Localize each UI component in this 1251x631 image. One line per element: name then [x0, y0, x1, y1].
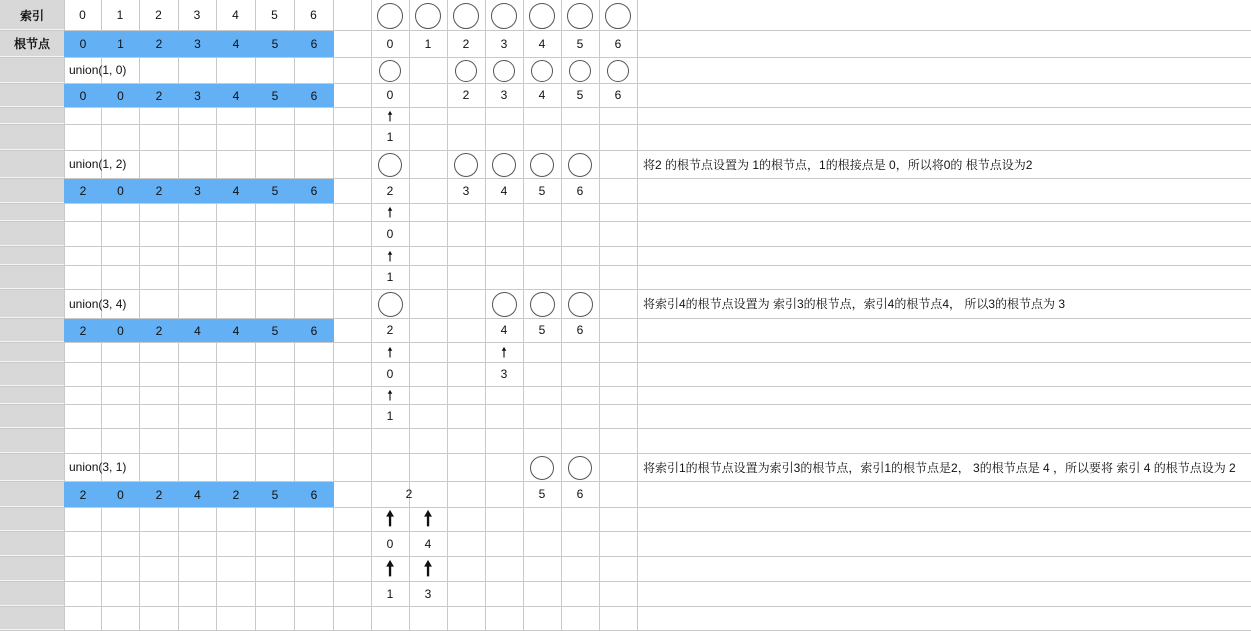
node-label: 0: [386, 226, 394, 241]
row-header[interactable]: [0, 453, 64, 481]
row-header[interactable]: [0, 107, 64, 124]
node-circle-icon: [454, 153, 478, 177]
row-header[interactable]: [0, 265, 64, 289]
root-cell[interactable]: 0: [64, 31, 102, 57]
node-circle-icon: [530, 153, 554, 177]
node-label: 5: [576, 36, 584, 51]
node-label: 3: [462, 183, 470, 198]
node-label: 0: [386, 536, 394, 551]
node-label: 2: [405, 487, 413, 501]
root-cell[interactable]: 0: [101, 482, 140, 507]
node-label: 4: [538, 36, 546, 51]
node-circle-icon: [529, 3, 555, 29]
header-label-root: 根节点: [13, 37, 50, 51]
root-cell[interactable]: 6: [294, 84, 334, 107]
row-header[interactable]: [0, 203, 64, 221]
row-header[interactable]: [0, 386, 64, 404]
node-label: 0: [386, 36, 394, 51]
root-cell[interactable]: 6: [294, 319, 334, 342]
node-label: 1: [424, 36, 432, 51]
arrow-up-icon: 🠕: [385, 557, 395, 580]
node-circle-icon: [567, 3, 593, 29]
row-header[interactable]: [0, 606, 64, 630]
root-cell[interactable]: 4: [216, 319, 256, 342]
root-cell[interactable]: 5: [255, 31, 295, 57]
node-label: 2: [386, 323, 394, 337]
node-label: 2: [386, 183, 394, 198]
index-cell[interactable]: 4: [232, 8, 239, 22]
arrow-up-icon: 🠕: [386, 344, 393, 360]
node-label: 4: [500, 183, 508, 198]
root-cell[interactable]: 0: [101, 84, 140, 107]
node-label: 6: [614, 88, 622, 102]
node-label: 1: [386, 130, 394, 144]
index-cell[interactable]: 6: [310, 8, 317, 22]
node-circle-icon: [530, 456, 554, 480]
node-circle-icon: [568, 292, 593, 317]
index-cell[interactable]: 0: [79, 8, 86, 22]
grid-hline: [0, 203, 1251, 204]
node-circle-icon: [530, 292, 555, 317]
row-header[interactable]: [0, 556, 64, 581]
root-cell[interactable]: 2: [64, 482, 102, 507]
row-header[interactable]: [0, 318, 64, 342]
arrow-up-icon: 🠕: [386, 247, 393, 264]
node-label: 2: [462, 36, 470, 51]
grid-hline: [0, 107, 1251, 108]
node-label: 5: [538, 323, 546, 337]
union-operation-label: union(3, 1): [69, 460, 127, 474]
node-label: 0: [386, 88, 394, 102]
node-circle-icon: [378, 153, 402, 177]
arrow-up-icon: 🠕: [423, 508, 433, 530]
index-cell[interactable]: 3: [193, 8, 201, 22]
root-cell[interactable]: 0: [101, 179, 140, 203]
root-cell[interactable]: 2: [64, 319, 102, 342]
root-cell[interactable]: 0: [64, 84, 102, 107]
node-label: 4: [424, 536, 432, 551]
node-circle-icon: [378, 292, 403, 317]
grid-hline: [0, 556, 1251, 557]
root-cell[interactable]: 2: [216, 482, 256, 507]
root-cell[interactable]: 6: [294, 31, 334, 57]
node-circle-icon: [568, 456, 592, 480]
grid-hline: [0, 246, 1251, 247]
row-header[interactable]: [0, 83, 64, 107]
union-operation-label: union(1, 2): [69, 157, 127, 171]
node-circle-icon: [377, 3, 403, 29]
arrow-up-icon: 🠕: [423, 557, 433, 580]
node-label: 5: [538, 487, 546, 501]
root-cell[interactable]: 1: [101, 31, 140, 57]
node-circle-icon: [379, 60, 401, 82]
root-cell[interactable]: 3: [178, 84, 217, 107]
node-label: 3: [424, 586, 432, 601]
arrow-up-icon: 🠕: [386, 107, 393, 124]
node-circle-icon: [605, 3, 631, 29]
node-label: 6: [576, 487, 584, 501]
node-circle-icon: [531, 60, 553, 82]
grid-hline: [0, 124, 1251, 125]
arrow-up-icon: 🠕: [500, 344, 507, 360]
node-circle-icon: [491, 3, 517, 29]
node-label: 6: [576, 183, 584, 198]
index-cell[interactable]: 5: [271, 8, 278, 22]
node-label: 4: [538, 88, 546, 102]
grid-hline: [0, 404, 1251, 405]
node-label: 1: [386, 409, 394, 423]
node-circle-icon: [453, 3, 479, 29]
node-circle-icon: [493, 60, 515, 82]
union-operation-label: union(1, 0): [69, 63, 127, 77]
step-note: 将索引4的根节点设置为 索引3的根节点，索引4的根节点4， 所以3的根节点为 3: [643, 297, 1066, 311]
root-cell[interactable]: 4: [178, 482, 217, 507]
root-cell[interactable]: 4: [216, 179, 256, 203]
root-cell[interactable]: 4: [178, 319, 217, 342]
grid-vline: [637, 0, 638, 630]
row-header[interactable]: [0, 362, 64, 386]
node-circle-icon: [492, 292, 517, 317]
grid-hline: [0, 362, 1251, 363]
step-note: 将2 的根节点设置为 1的根节点，1的根接点是 0，所以将0的 根节点设为2: [643, 157, 1033, 172]
row-header[interactable]: [0, 178, 64, 203]
grid-hline: [0, 386, 1251, 387]
row-header[interactable]: [0, 289, 64, 318]
root-cell[interactable]: 2: [139, 179, 179, 203]
row-header[interactable]: [0, 221, 64, 246]
row-header[interactable]: [0, 124, 64, 150]
node-label: 1: [386, 586, 394, 601]
grid-hline: [0, 531, 1251, 532]
root-cell[interactable]: 2: [139, 319, 179, 342]
node-label: 2: [462, 88, 470, 102]
union-operation-label: union(3, 4): [69, 296, 127, 311]
row-header[interactable]: [0, 581, 64, 606]
row-header[interactable]: [0, 150, 64, 178]
row-header[interactable]: [0, 246, 64, 265]
root-cell[interactable]: 0: [101, 319, 140, 342]
root-cell[interactable]: 5: [255, 84, 295, 107]
arrow-up-icon: 🠕: [386, 387, 393, 403]
node-circle-icon: [607, 60, 629, 82]
root-cell[interactable]: 2: [139, 84, 179, 107]
arrow-up-icon: 🠕: [385, 508, 395, 530]
node-circle-icon: [415, 3, 441, 29]
arrow-up-icon: 🠕: [386, 204, 393, 220]
node-label: 5: [538, 183, 546, 198]
root-cell[interactable]: 4: [216, 31, 256, 57]
node-circle-icon: [455, 60, 477, 82]
row-header[interactable]: [0, 428, 64, 453]
node-circle-icon: [492, 153, 516, 177]
node-label: 1: [386, 270, 394, 284]
node-label: 6: [614, 36, 622, 51]
grid-hline: [0, 428, 1251, 429]
row-header[interactable]: [0, 404, 64, 428]
root-cell[interactable]: 5: [255, 319, 295, 342]
root-cell[interactable]: 3: [178, 179, 217, 203]
root-cell[interactable]: 6: [294, 179, 334, 203]
root-cell[interactable]: 6: [294, 482, 334, 507]
grid-hline: [0, 507, 1251, 508]
node-label: 3: [500, 367, 508, 381]
grid-hline: [0, 265, 1251, 266]
step-note: 将索引1的根节点设置为索引3的根节点，索引1的根节点是2， 3的根节点是 4 ，所以要将 索引 4 的根节点设为 2: [643, 460, 1236, 475]
node-label: 6: [576, 323, 584, 337]
node-label: 3: [500, 88, 508, 102]
grid-hline: [0, 606, 1251, 607]
root-cell[interactable]: 2: [139, 482, 179, 507]
root-cell[interactable]: 3: [178, 31, 217, 57]
header-label-index: 索引: [19, 8, 44, 23]
root-cell[interactable]: 2: [64, 179, 102, 203]
node-label: 5: [576, 88, 584, 102]
node-label: 3: [500, 36, 508, 51]
node-label: 4: [500, 323, 508, 337]
root-cell[interactable]: 5: [255, 482, 295, 507]
row-header[interactable]: [0, 507, 64, 531]
root-cell[interactable]: 2: [139, 31, 179, 57]
index-cell[interactable]: 2: [155, 8, 162, 22]
node-circle-icon: [569, 60, 591, 82]
node-circle-icon: [568, 153, 592, 177]
index-cell[interactable]: 1: [116, 8, 124, 22]
grid-hline: [0, 221, 1251, 222]
grid-hline: [0, 342, 1251, 343]
row-header[interactable]: [0, 342, 64, 362]
root-cell[interactable]: 4: [216, 84, 256, 107]
node-label: 0: [386, 367, 394, 381]
row-header[interactable]: [0, 481, 64, 507]
root-cell[interactable]: 5: [255, 179, 295, 203]
row-header[interactable]: [0, 531, 64, 556]
grid-hline: [0, 581, 1251, 582]
row-header[interactable]: [0, 57, 64, 83]
